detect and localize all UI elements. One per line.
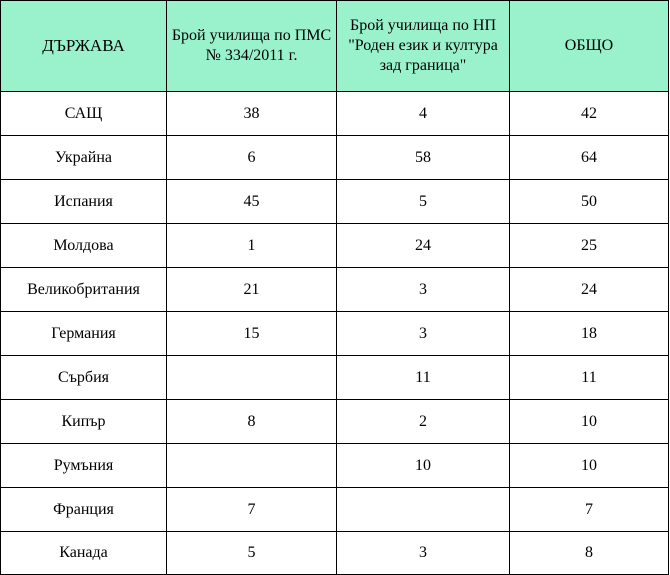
cell-total: 24 [510,268,669,312]
cell-total: 42 [510,92,669,136]
cell-np: 11 [337,356,510,400]
cell-np: 3 [337,312,510,356]
cell-pms [167,444,337,488]
cell-country: Франция [1,488,167,532]
cell-np: 4 [337,92,510,136]
table-row [1,356,669,400]
cell-np [337,488,510,532]
table-row [1,400,669,444]
cell-pms: 7 [167,488,337,532]
table-row [1,92,669,136]
header-pms-schools: Брой училища по ПМС № 334/2011 г. [167,1,337,92]
cell-pms: 8 [167,400,337,444]
cell-total: 8 [510,532,669,575]
cell-country: Испания [1,180,167,224]
cell-np: 3 [337,532,510,575]
cell-country: Великобритания [1,268,167,312]
table-row [1,136,669,180]
cell-pms: 6 [167,136,337,180]
cell-country: Украйна [1,136,167,180]
table-row [1,532,669,575]
table-row [1,268,669,312]
header-np-schools: Брой училища по НП "Роден език и култура зад граница" [337,1,510,92]
cell-pms: 1 [167,224,337,268]
cell-np: 2 [337,400,510,444]
table-row [1,180,669,224]
cell-total: 18 [510,312,669,356]
table-row [1,488,669,532]
cell-total: 25 [510,224,669,268]
cell-np: 5 [337,180,510,224]
cell-pms: 21 [167,268,337,312]
cell-np: 3 [337,268,510,312]
header-total: ОБЩО [510,1,669,92]
cell-np: 24 [337,224,510,268]
cell-total: 50 [510,180,669,224]
table-row [1,312,669,356]
table-row [1,444,669,488]
cell-pms: 5 [167,532,337,575]
cell-country: Молдова [1,224,167,268]
header-country: ДЪРЖАВА [1,1,167,92]
table-row [1,224,669,268]
cell-total: 10 [510,444,669,488]
cell-country: Сърбия [1,356,167,400]
table-header-row [1,1,669,92]
cell-total: 7 [510,488,669,532]
cell-total: 11 [510,356,669,400]
cell-total: 10 [510,400,669,444]
cell-pms: 38 [167,92,337,136]
cell-pms [167,356,337,400]
cell-country: Канада [1,532,167,575]
cell-np: 10 [337,444,510,488]
cell-np: 58 [337,136,510,180]
cell-pms: 15 [167,312,337,356]
cell-country: Кипър [1,400,167,444]
cell-country: САЩ [1,92,167,136]
cell-country: Румъния [1,444,167,488]
cell-total: 64 [510,136,669,180]
cell-pms: 45 [167,180,337,224]
cell-country: Германия [1,312,167,356]
